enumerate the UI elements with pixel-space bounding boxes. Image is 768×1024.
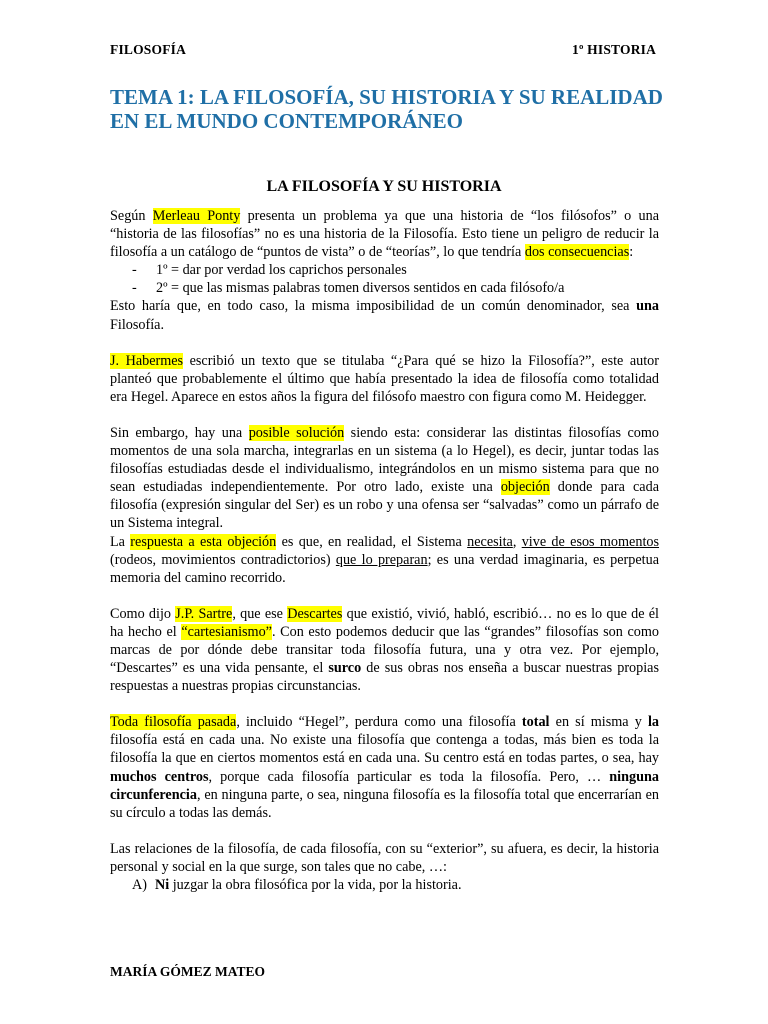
list-item-text: juzgar la obra filosófica por la vida, por la historia. [169, 877, 462, 893]
list-item-text: 1º = dar por verdad los caprichos personales [156, 262, 407, 279]
text-run: Según [110, 208, 153, 224]
text-run: : [629, 244, 634, 261]
section-title: LA FILOSOFÍA Y SU HISTORIA [266, 178, 502, 195]
text-run: , en ninguna parte, o sea, ninguna filosofía es la filosofía total que encerrarían en su círculo a todas las demás. [110, 786, 659, 821]
highlight-objecion: objeción [500, 479, 550, 496]
text-run: Sin embargo, hay una [110, 424, 249, 441]
text-run: es que, en realidad, el Sistema [276, 533, 468, 550]
bold-text: surco [328, 660, 362, 677]
text-run: Como dijo [110, 605, 176, 622]
text-run: . Con esto podemos deducir que las “grandes” filosofías son como marcas de por dónde debe transitar toda filosofía futura, una y otra vez. Por ejemplo, “Descartes” es una vida pensante, el [110, 623, 659, 677]
text-run: ; es una verdad imaginaria, es perpetua memoria del camino recorrido. [110, 551, 659, 586]
text-run: Esto haría que, en todo caso, la misma imposibilidad de un común denominador, sea [110, 298, 637, 315]
bold-text: una [636, 298, 659, 315]
highlight-dos-consecuencias: dos consecuencias [524, 244, 630, 261]
text-run: , que ese [232, 605, 288, 622]
text-run: , porque cada filosofía particular es toda la filosofía. Pero, … [208, 768, 610, 785]
highlight-cartesianismo: “cartesianismo” [181, 623, 272, 640]
highlight-sartre: J.P. Sartre [175, 605, 233, 622]
paragraph-consecuencia [110, 297, 659, 333]
paragraph-relaciones: Las relaciones de la filosofía, de cada filosofía, con su “exterior”, su afuera, es decir, la historia personal y social en la que surge, son tales que no cabe, …: [110, 840, 659, 875]
highlight-habermes: J. Habermes [110, 352, 184, 369]
paragraph-toda-filosofia [110, 713, 659, 822]
list-dash: - [132, 262, 137, 279]
highlight-respuesta: respuesta a esta objeción [130, 533, 277, 550]
text-run: escribió un texto que se titulaba “¿Para qué se hizo la Filosofía?”, este autor planteó que probablemente el último que había presentado la idea de filosofía como totalidad era Hegel. Aparece en estos años la figura del filósofo maestro con figura como M. Heidegger. [110, 352, 659, 405]
paragraph-respuesta [110, 533, 659, 587]
text-run: , incluido “Hegel”, perdura como una filosofía [236, 714, 522, 731]
header-course: 1º HISTORIA [572, 42, 657, 57]
text-run: que existió, vivió, habló, escribió… no es lo que de él ha hecho el [110, 605, 659, 640]
list-letter: A) [132, 877, 147, 893]
list-dash: - [132, 280, 137, 297]
underlined-text: que lo preparan [335, 551, 428, 568]
underlined-text: necesita [467, 533, 513, 550]
paragraph-merleau-ponty [110, 207, 659, 261]
bold-text: Ni [155, 877, 170, 893]
highlight-posible-solucion: posible solución [248, 424, 345, 441]
list-item [110, 279, 659, 297]
header-subject: FILOSOFÍA [110, 42, 187, 57]
text-run: Filosofía. [110, 316, 164, 333]
text-run: presenta un problema ya que una historia de “los filósofos” o una “historia de las filosofías” no es una historia de la Filosofía. Esto tiene un peligro de reducir la filosofía a un catálogo de “puntos de vista” o de “teorías”, lo que tendría [110, 208, 659, 261]
highlight-descartes: Descartes [287, 605, 343, 622]
document-body [110, 207, 659, 894]
highlight-merleau-ponty: Merleau Ponty [152, 208, 241, 224]
bold-text: la [647, 714, 660, 731]
document-title: TEMA 1: LA FILOSOFÍA, SU HISTORIA Y SU REALIDAD EN EL MUNDO CONTEMPORÁNEO [110, 85, 663, 133]
text-run: La [110, 533, 131, 550]
text-run: , [512, 533, 522, 550]
highlight-toda-filosofia: Toda filosofía pasada [110, 714, 237, 731]
text-run: en sí misma y [549, 714, 648, 731]
paragraph-sartre [110, 605, 659, 695]
paragraph-habermas [110, 352, 659, 406]
text-run: donde para cada filosofía (expresión singular del Ser) es un robo y una ofensa ser “salvadas” como un párrafo de un Sistema integral. [110, 479, 659, 532]
bold-text: total [521, 714, 550, 731]
list-item [110, 261, 659, 279]
list-item-text: 2º = que las mismas palabras tomen diversos sentidos en cada filósofo/a [156, 280, 565, 297]
paragraph-posible-solucion [110, 424, 659, 533]
text-run: siendo esta: considerar las distintas filosofías como momentos de una sola marcha, integrarlas en un sistema (a lo Hegel), es decir, juntar todas las filosofías estudiadas desde el individualismo, integrándolos en un mismo sistema para que no sean estudiadas independientemente. Por otro lado, existe una [110, 424, 659, 496]
bold-text: muchos centros [110, 768, 209, 785]
text-run: de sus obras nos enseña a buscar nuestras propias respuestas a nuestras propias circunstancias. [110, 660, 659, 695]
bold-text: ninguna circunferencia [110, 768, 659, 803]
text-run: filosofía está en cada una. No existe una filosofía que contenga a todas, más bien es toda la filosofía la que en ciertos momentos está en cada una. Su centro está en todas partes, o sea, hay [110, 732, 659, 767]
footer-author: MARÍA GÓMEZ MATEO [110, 964, 265, 979]
list-item [110, 876, 659, 894]
text-run: (rodeos, movimientos contradictorios) [110, 551, 336, 568]
underlined-text: vive de esos momentos [521, 533, 660, 550]
